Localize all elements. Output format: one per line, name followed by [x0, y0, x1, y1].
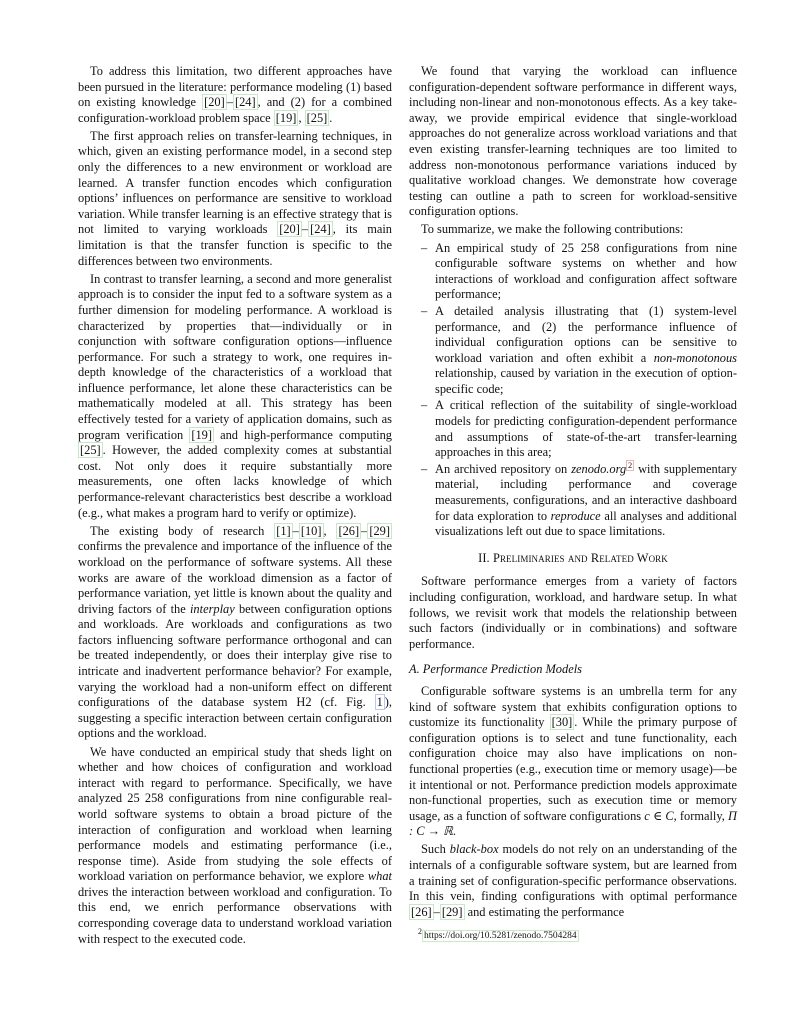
text-run: , [323, 523, 337, 538]
citation-link[interactable]: [10] [300, 523, 322, 538]
right-paragraph-4 [409, 684, 737, 840]
text-run: Configurable software systems is an umbrella term for any kind of software system that exhibits configuration options to customize its functionality [409, 683, 737, 730]
text-run: , formally, [673, 808, 729, 823]
citation-link[interactable]: [19] [191, 427, 212, 442]
citation-link[interactable]: [25] [306, 110, 328, 125]
text-run: , and (2) for a combined configuration-workload problem space [78, 95, 392, 125]
text-run: – [361, 523, 368, 538]
citation-link[interactable]: [26] [411, 904, 432, 919]
text-run: – [301, 222, 309, 237]
citation-link[interactable]: [24] [310, 222, 331, 237]
text-run: . [329, 110, 333, 125]
list-item [409, 462, 737, 540]
text-run: Such [421, 842, 450, 857]
section-heading: II. Preliminaries and Related Work [478, 550, 668, 565]
text-run: The existing body of research [90, 523, 275, 538]
left-column [78, 64, 392, 950]
citation-link[interactable]: [29] [369, 523, 390, 538]
dash-bullet: – [421, 240, 428, 255]
emphasis-black-box: black-box [449, 842, 499, 857]
text-run: – [292, 523, 299, 538]
right-paragraph-3: Software performance emerges from a variety of factors including configuration, workload, and hardware setup. In what follows, we revisit work that models the relationship between such factors (individually or in combinations) and software performance. [409, 574, 737, 651]
footnote-number: 2 [418, 927, 422, 936]
footnote-marker-link[interactable]: 2 [628, 460, 633, 470]
citation-link[interactable]: [1] [276, 523, 291, 538]
right-paragraph-1: We found that varying the workload can influence configuration-dependent software performance in different ways, including non-linear and non-monotonous effects. As a key take-away, we provide empirical evidence that single-workload approaches do not generalize across workload variations and that even existing transfer-learning techniques are too limited to address non-monotonous performance variations induced by qualitative workload changes. We demonstrate how coverage testing can outline a path to screen for workload-sensitive configuration options. [409, 64, 737, 219]
text-run: . While the primary purpose of configuration options is to select and tune functionality, each configuration choice may also have implications on non-functional properties (e.g., execution time or memory usage)—be it intentional or not. Performance prediction models approximate non-functional properties, such as execution time or memory usage, as a function of software configurations [409, 715, 737, 823]
citation-link[interactable]: [29] [441, 904, 463, 919]
text-run: A critical reflection of the suitability of single-workload models for predicting configuration-dependent performance and assumptions of state-of-the-art transfer-learning approaches in this area; [435, 398, 737, 460]
footnote-url-link[interactable]: https://doi.org/10.5281/zenodo.7504284 [423, 931, 577, 942]
text-run: An empirical study of 25 258 configurations from nine configurable software systems on whether and how interactions of workload and configuration affect software performance; [435, 240, 737, 302]
list-item [409, 304, 737, 398]
citation-link[interactable]: [25] [80, 443, 101, 458]
system-name-h2: H2 [296, 695, 312, 710]
text-run: In contrast to transfer learning, a second and more generalist approach is to consider the input fed to a software system as a further dimension for modeling performance. A workload is characterized by properties that—individually or in conjunction with software configuration options—influence performance. For such a strategy to work, one requires in-depth knowledge of the characteristics of a workload that influence performance, let alone these characteristics can be mathematically modeled at all. This strategy has been effectively tested for a variety of application domains, such as program verification [78, 271, 392, 442]
citation-link[interactable]: [30] [551, 715, 573, 730]
text-run: between configuration options and workloads. Are workloads and configurations as two factors influencing software performance orthogonal and can be treated independently, or does their interplay give rise to intricate and inadvertent performance behavior? For example, varying the workload had a non-uniform effect on different configurations of the database system [78, 601, 393, 710]
text-run: models do not rely on an understanding of the internals of a configurable software system, but are learned from a training set of configuration-specific performance observations. In this vein, finding configurations with optimal performance [409, 842, 737, 904]
list-item [409, 398, 737, 460]
emphasis-interplay: interplay [189, 601, 235, 616]
citation-link[interactable]: [20] [204, 95, 225, 110]
right-paragraph-2: To summarize, we make the following contributions: [421, 222, 684, 237]
text-run: , its main limitation is that the transfer function is specific to the differences between two environments. [78, 222, 393, 268]
citation-link[interactable]: [20] [279, 222, 300, 237]
text-run: all analyses and additional visualizations left out due to space limitations. [435, 508, 737, 539]
dash-bullet: – [421, 303, 428, 318]
text-run: ), suggesting a specific interaction between certain configuration options and the workload. [78, 695, 392, 741]
text-run: with supplementary material, including performance and coverage measurements, configurations, and an interactive dashboard for data exploration to [435, 461, 737, 523]
text-run: . However, the added complexity comes at substantial cost. Not only does it require substantially more measurements, one often lacks knowledge of which performance-relevant characteristics best describe a workload (e.g., what makes a program hard to verify or optimize). [78, 443, 392, 520]
text-run: To address this limitation, two different approaches have been pursued in the literature: performance modeling (1) based on existing knowledge [78, 64, 392, 110]
text-run: relationship, caused by variation in the execution of option-specific code; [435, 366, 737, 396]
citation-link[interactable]: [19] [275, 110, 297, 125]
text-run: . [452, 824, 456, 839]
dash-bullet: – [421, 461, 428, 476]
right-paragraph-5 [409, 842, 737, 920]
text-run: – [433, 904, 440, 919]
right-column [409, 64, 737, 923]
left-paragraph-4 [78, 524, 392, 742]
emphasis-reproduce: reproduce [550, 508, 601, 523]
emphasis-what: what [367, 869, 392, 884]
citation-link[interactable]: [26] [338, 523, 360, 538]
text-run: confirms the prevalence and importance of the influence of the workload on the performance of software systems. All these works are aware of the workload dimension as a factor of performance variation, yet little is known about the quality and driving factors of the [78, 539, 392, 616]
text-run: drives the interaction between workload and configuration. To this end, we enrich performance observations with corresponding coverage data to understand workload variation with respect to the executed code. [78, 884, 392, 946]
text-run: , [298, 110, 305, 125]
left-paragraph-3 [78, 272, 392, 522]
math-inline: Π : C → ℝ [409, 808, 737, 839]
text-run: The first approach relies on transfer-learning techniques, in which, given an existing performance model, in a second step only the differences to a new environment or workload are learned. A transfer function encodes which configuration options’ influences on performance are sensitive to workload variation. While transfer learning is an effective strategy that is not limited to varying workloads [78, 128, 392, 237]
text-run: and estimating the performance [464, 904, 625, 919]
left-paragraph-5 [78, 745, 392, 948]
citation-link[interactable]: [24] [234, 95, 256, 110]
text-run: We have conducted an empirical study that sheds light on whether and how choices of configuration and workload interact with regard to performance. Specifically, we have analyzed 25 258 configurations from nine configurable real-world software systems to obtain a broad picture of the interaction of configuration and workload when learning performance models and estimating performance (i.e., response time). Aside from studying the sole effects of workload variation on performance behavior, we explore [78, 744, 392, 884]
emphasis-non-monotonous: non-monotonous [653, 350, 737, 365]
footnote [418, 926, 579, 942]
text-run: – [226, 95, 233, 110]
emphasis-zenodo: zenodo.org [571, 461, 627, 476]
figure-ref-link[interactable]: 1 [376, 695, 383, 710]
text-run: An archived repository on [435, 461, 572, 476]
left-paragraph-2 [78, 129, 392, 269]
list-item [409, 241, 737, 303]
left-paragraph-1 [78, 64, 392, 126]
text-run: (cf. Fig. [311, 695, 375, 710]
text-run: A detailed analysis illustrating that (1) system-level performance, and (2) the performance influence of individual configuration options can be sensitive to workload variation and often exhibit a [435, 303, 737, 365]
text-run: and high-performance computing [213, 427, 392, 442]
subsection-heading: A. Performance Prediction Models [409, 662, 582, 677]
dash-bullet: – [421, 398, 428, 413]
contributions-list [409, 241, 737, 540]
math-inline: c ∈ C [644, 808, 674, 823]
